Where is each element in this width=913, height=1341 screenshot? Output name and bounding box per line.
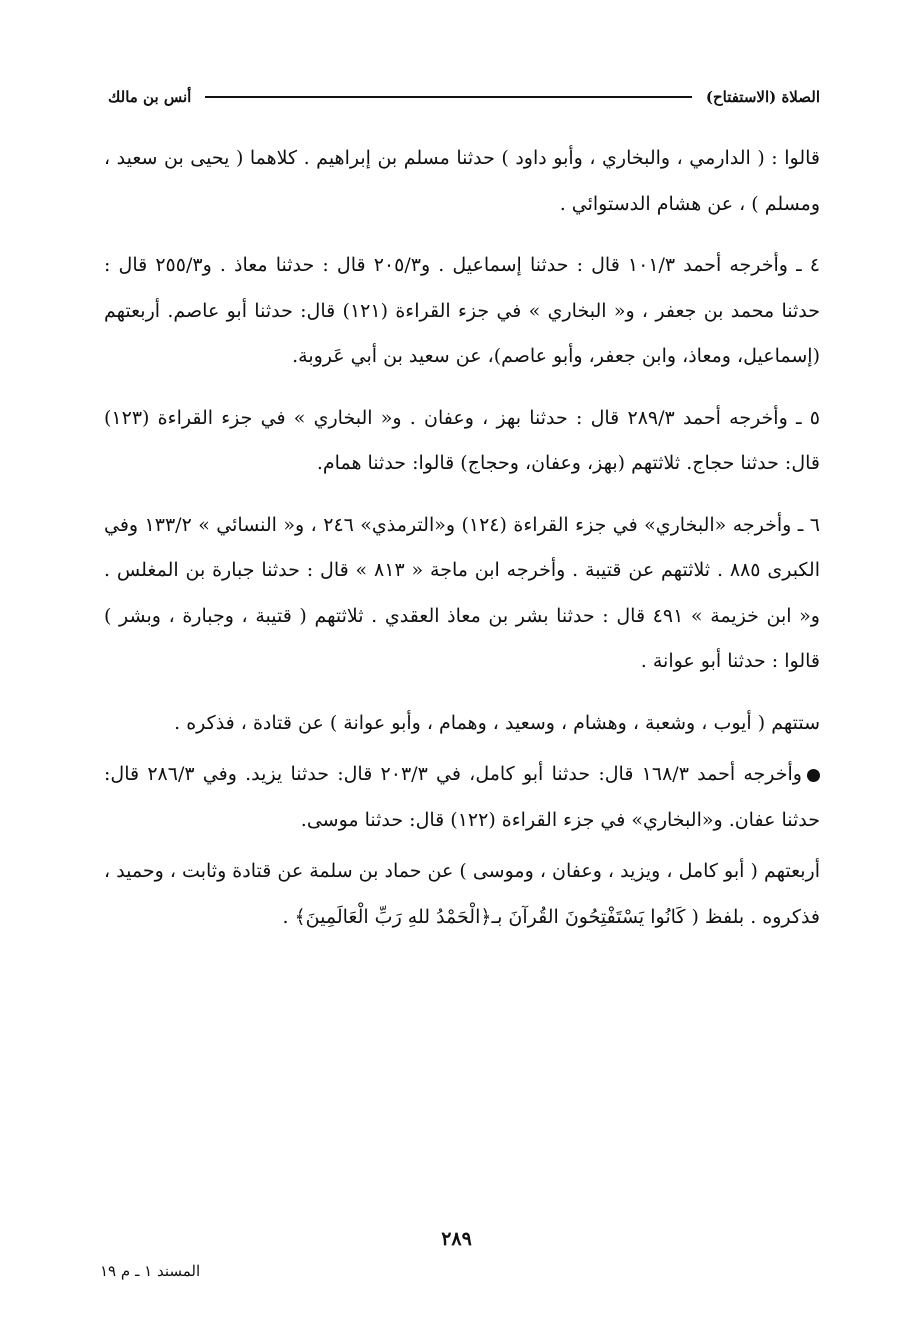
page-number: ٢٨٩	[441, 1228, 472, 1250]
footer-signature: المسند ١ ـ م ١٩	[100, 1262, 201, 1280]
paragraph-2: ٤ ـ وأخرجه أحمد ١٠١/٣ قال : حدثنا إسماعيل . و٢٠٥/٣ قال : حدثنا معاذ . و٢٥٥/٣ قال : حدثنا محمد بن جعفر ، و« البخاري » في جزء القراءة (١٢١) قال: حدثنا أبو عاصم. أربعتهم (إسماعيل، ومعاذ، وابن جعفر، وأبو عاصم)، عن سعيد بن أبي عَروبة.	[104, 254, 821, 367]
paragraph-1: قالوا : ( الدارمي ، والبخاري ، وأبو داود ) حدثنا مسلم بن إبراهيم . كلاهما ( يحيى بن سعيد ، ومسلم ) ، عن هشام الدستوائي .	[104, 147, 820, 215]
paragraph-5: ستتهم ( أيوب ، وشعبة ، وهشام ، وسعيد ، وهمام ، وأبو عوانة ) عن قتادة ، فذكره .	[174, 711, 820, 734]
paragraph-4: ٦ ـ وأخرجه «البخاري» في جزء القراءة (١٢٤) و«الترمذي» ٢٤٦ ، و« النسائي » ١٣٣/٢ وفي الكبرى ٨٨٥ . ثلاثتهم عن قتيبة . وأخرجه ابن ماجة « ٨١٣ » قال : حدثنا جبارة بن المغلس . و« ابن خزيمة » ٤٩١ قال : حدثنا بشر بن معاذ العقدي . ثلاثتهم ( قتيبة ، وجبارة ، وبشر ) قالوا : حدثنا أبو عوانة .	[104, 513, 820, 672]
header-chapter-title: الصلاة (الاستفتاح)	[705, 88, 820, 106]
final-paragraph: أربعتهم ( أبو كامل ، ويزيد ، وعفان ، وموسى ) عن حماد بن سلمة عن قتادة وثابت ، وحميد ، فذكروه . بلفظ ( كَانُوا يَسْتَفْتِحُونَ القُرآنَ بـ﴿الْحَمْدُ للهِ رَبِّ الْعَالَمِينَ﴾ .	[104, 860, 820, 928]
main-text	[104, 136, 820, 956]
bullet-paragraph-text: وأخرجه أحمد ١٦٨/٣ قال: حدثنا أبو كامل، في ٢٠٣/٣ قال: حدثنا يزيد. وفي ٢٨٦/٣ قال: حدثنا عفان. و«البخاري» في جزء القراءة (١٢٢) قال: حدثنا موسى.	[104, 763, 820, 831]
header-rule	[205, 96, 692, 98]
bullet-paragraph	[104, 752, 820, 843]
running-header	[108, 82, 820, 112]
header-narrator-name: أنس بن مالك	[108, 88, 192, 106]
bullet-icon	[807, 769, 820, 782]
paragraph-3: ٥ ـ وأخرجه أحمد ٢٨٩/٣ قال : حدثنا بهز ، وعفان . و« البخاري » في جزء القراءة (١٢٣) قال: حدثنا حجاج. ثلاثتهم (بهز، وعفان، وحجاج) قالوا: حدثنا همام.	[104, 406, 820, 474]
